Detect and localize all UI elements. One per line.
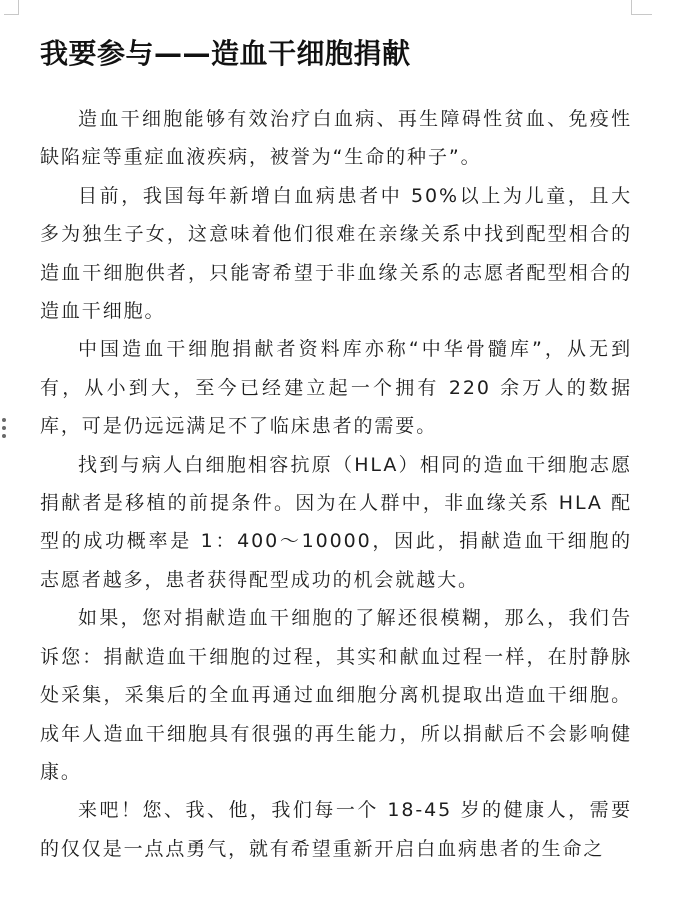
- document-title: 我要参与——造血干细胞捐献: [40, 36, 411, 70]
- paragraph-4: 找到与病人白细胞相容抗原（HLA）相同的造血干细胞志愿捐献者是移植的前提条件。因为在人群中，非血缘关系 HLA 配型的成功概率是 1：400～10000，因此，捐献造血干细胞的志愿者越多，患者获得配型成功的机会就越大。: [40, 453, 632, 591]
- paragraph-3: 中国造血干细胞捐献者资料库亦称“中华骨髓库”，从无到有，从小到大，至今已经建立起一个拥有 220 余万人的数据库，可是仍远远满足不了临床患者的需要。: [40, 338, 632, 438]
- page-corner-mark-top-left: [4, 0, 19, 15]
- side-handle-dots-icon[interactable]: [2, 418, 8, 442]
- paragraph-1: 造血干细胞能够有效治疗白血病、再生障碍性贫血、免疫性缺陷症等重症血液疾病，被誉为“生命的种子”。: [40, 108, 632, 169]
- paragraph-5: 如果，您对捐献造血干细胞的了解还很模糊，那么，我们告诉您：捐献造血干细胞的过程，其实和献血过程一样，在肘静脉处采集，采集后的全血再通过血细胞分离机提取出造血干细胞。成年人造血干细胞具有很强的再生能力，所以捐献后不会影响健康。: [40, 607, 632, 783]
- paragraph-6: 来吧！您、我、他，我们每一个 18-45 岁的健康人，需要的仅仅是一点点勇气，就有希望重新开启白血病患者的生命之: [40, 799, 632, 860]
- paragraph-2: 目前，我国每年新增白血病患者中 50%以上为儿童，且大多为独生子女，这意味着他们很难在亲缘关系中找到配型相合的造血干细胞供者，只能寄希望于非血缘关系的志愿者配型相合的造血干细胞。: [40, 184, 632, 323]
- document-body: [40, 100, 632, 868]
- page-corner-mark-top-right: [631, 0, 652, 15]
